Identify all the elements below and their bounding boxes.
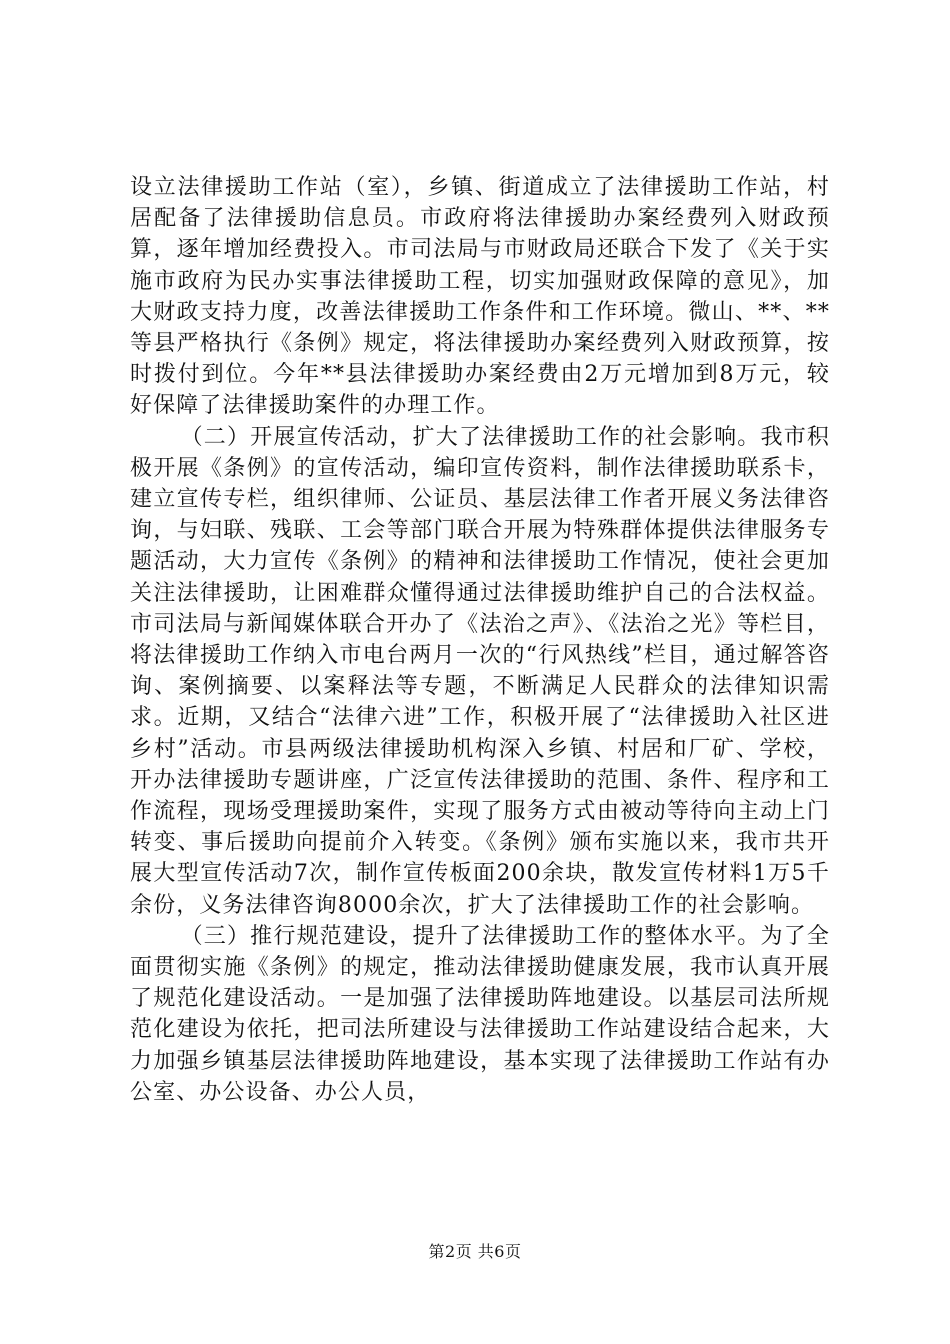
paragraph-continuation: 设立法律援助工作站（室），乡镇、街道成立了法律援助工作站，村居配备了法律援助信息员。市政府将法律援助办案经费列入财政预算，逐年增加经费投入。市司法局与市财政局还联合下发了《关于实施市政府为民办实事法律援助工程，切实加强财政保障的意见》，加大财政支持力度，改善法律援助工作条件和工作环境。微山、**、**等县严格执行《条例》规定，将法律援助办案经费列入财政预算，按时拨付到位。今年**县法律援助办案经费由2万元增加到8万元，较好保障了法律援助案件的办理工作。: [130, 175, 830, 419]
paragraph-section-2: （二）开展宣传活动，扩大了法律援助工作的社会影响。我市积极开展《条例》的宣传活动，编印宣传资料，制作法律援助联系卡，建立宣传专栏，组织律师、公证员、基层法律工作者开展义务法律咨询，与妇联、残联、工会等部门联合开展为特殊群体提供法律服务专题活动，大力宣传《条例》的精神和法律援助工作情况，使社会更加关注法律援助，让困难群众懂得通过法律援助维护自己的合法权益。市司法局与新闻媒体联合开办了《法治之声》、《法治之光》等栏目，将法律援助工作纳入市电台两月一次的“行风热线”栏目，通过解答咨询、案例摘要、以案释法等专题，不断满足人民群众的法律知识需求。近期，又结合“法律六进”工作，积极开展了“法律援助入社区进乡村”活动。市县两级法律援助机构深入乡镇、村居和厂矿、学校，开办法律援助专题讲座，广泛宣传法律援助的范围、条件、程序和工作流程，现场受理援助案件，实现了服务方式由被动等待向主动上门转变、事后援助向提前介入转变。《条例》颁布实施以来，我市共开展大型宣传活动7次，制作宣传板面200余块，散发宣传材料1万5千余份，义务法律咨询8000余次，扩大了法律援助工作的社会影响。: [130, 424, 830, 918]
paragraph-section-3: （三）推行规范建设，提升了法律援助工作的整体水平。为了全面贯彻实施《条例》的规定，推动法律援助健康发展，我市认真开展了规范化建设活动。一是加强了法律援助阵地建设。以基层司法所规范化建设为依托，把司法所建设与法律援助工作站建设结合起来，大力加强乡镇基层法律援助阵地建设，基本实现了法律援助工作站有办公室、办公设备、办公人员，: [130, 923, 830, 1105]
document-body: [130, 172, 830, 1108]
page-footer: 第2页 共6页: [428, 1242, 522, 1261]
